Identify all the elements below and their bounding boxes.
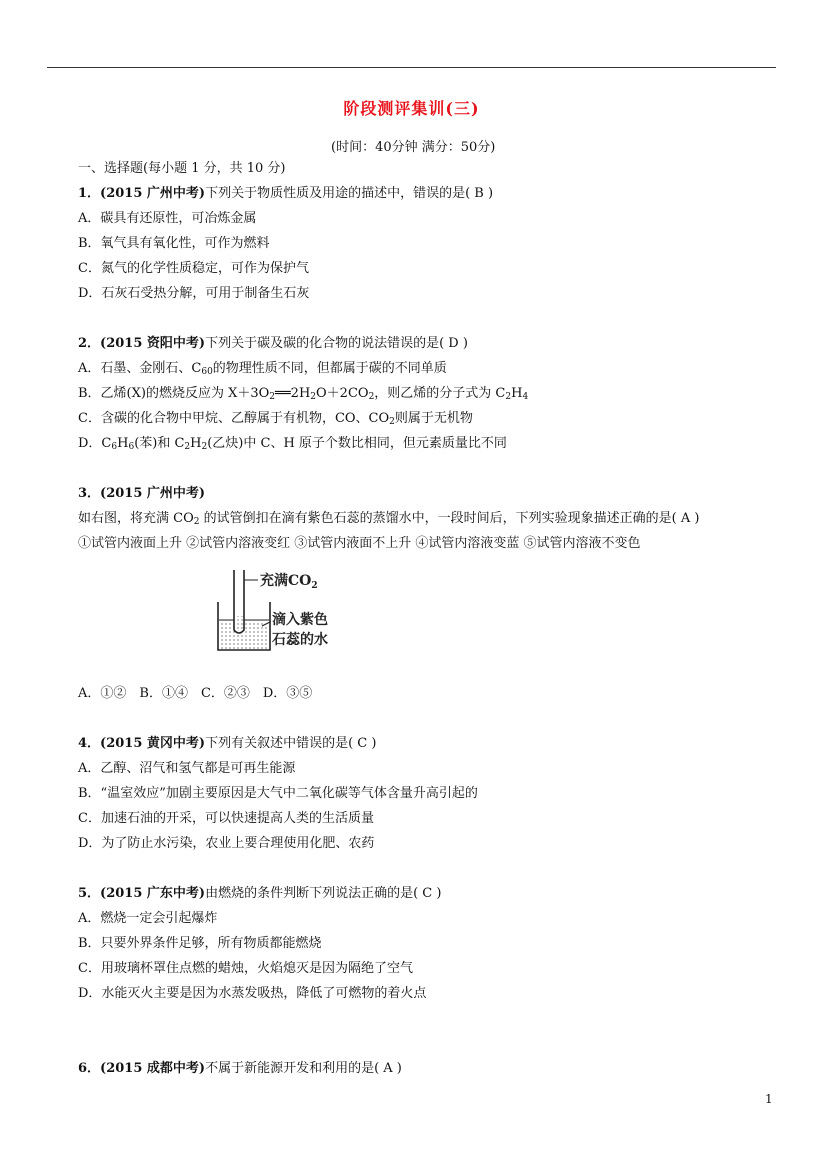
figure-label-bottom-1: 滴入紫色 [272,612,328,628]
question-3-number: 3． [78,486,101,501]
time-score-info: (时间：40分钟 满分：50分) [331,140,496,155]
question-1-text: 下列关于物质性质及用途的描述中，错误的是( B ) [205,186,494,201]
question-1-option-a: A．碳具有还原性，可冶炼金属 [78,211,257,226]
question-2-option-a: A．石墨、金刚石、$C_{60}$的物理性质不同，但都属于碳的不同单质 [78,361,447,377]
question-3-stem [78,485,205,503]
question-2-text: 下列关于碳及碳的化合物的说法错误的是( D ) [205,336,468,351]
question-5-source: (2015 广东中考) [100,886,206,901]
test-tube-figure [212,566,342,654]
question-2-option-d: D．$C_6H_6$(苯)和 $C_2H_2$(乙炔)中 C、H 原子个数比相同，但元素质量比不同 [78,436,507,452]
question-4-text: 下列有关叙述中错误的是( C ) [205,736,377,751]
question-4-option-a: A．乙醇、沼气和氢气都是可再生能源 [78,761,296,776]
question-6-text: 不属于新能源开发和利用的是( A ) [205,1061,402,1076]
page-title: 阶段测评集训(三) [343,99,480,118]
question-1-number: 1． [78,186,101,201]
question-3-source: (2015 广州中考) [100,486,206,501]
header-rule [47,67,776,68]
question-5-stem [78,885,441,903]
figure-label-top-sub: 2 [311,581,318,591]
question-1-option-c: C．氮气的化学性质稳定，可作为保护气 [78,261,309,276]
section-heading: 一、选择题(每小题 1 分，共 10 分) [78,161,286,176]
question-3-text: 如右图，将充满 $CO_2$ 的试管倒扣在滴有紫色石蕊的蒸馏水中，一段时间后，下列实验现象描述正确的是( A ) [78,511,700,527]
question-1-option-b: B．氧气具有氧化性，可作为燃料 [78,236,270,251]
question-3-phenomena: ①试管内液面上升 ②试管内溶液变红 ③试管内液面不上升 ④试管内溶液变蓝 ⑤试管内溶液不变色 [78,536,641,551]
question-2-source: (2015 资阳中考) [100,336,206,351]
page-number: 1 [765,1092,773,1106]
question-2-stem [78,335,468,353]
question-6-source: (2015 成都中考) [100,1061,206,1076]
figure-label-bottom-2: 石蕊的水 [272,632,328,648]
question-5-option-d: D．水能灭火主要是因为水蒸发吸热，降低了可燃物的着火点 [78,986,427,1001]
figure-label-top: 充满CO [260,573,312,589]
question-4-option-b: B．“温室效应”加剧主要原因是大气中二氧化碳等气体含量升高引起的 [78,786,478,801]
question-2-option-c: C．含碳的化合物中甲烷、乙醇属于有机物，CO、$CO_2$则属于无机物 [78,411,473,427]
question-2-number: 2． [78,336,101,351]
question-5-option-a: A．燃烧一定会引起爆炸 [78,911,218,926]
question-5-option-b: B．只要外界条件足够，所有物质都能燃烧 [78,936,322,951]
question-4-source: (2015 黄冈中考) [100,736,206,751]
question-4-stem [78,735,376,753]
question-3-options: A．①② B．①④ C．②③ D．③⑤ [78,686,313,701]
question-5-text: 由燃烧的条件判断下列说法正确的是( C ) [205,886,442,901]
question-5-number: 5． [78,886,101,901]
question-6-number: 6． [78,1061,101,1076]
question-2-option-b: B．乙烯(X)的燃烧反应为 $X+3O_2══2H_2O+2CO_2$，则乙烯的分子式为 $C_2H_4$ [78,386,529,402]
question-1-source: (2015 广州中考) [100,186,206,201]
question-4-option-c: C．加速石油的开采，可以快速提高人类的生活质量 [78,811,374,826]
question-4-number: 4． [78,736,101,751]
question-5-option-c: C．用玻璃杯罩住点燃的蜡烛，火焰熄灭是因为隔绝了空气 [78,961,413,976]
question-1-stem [78,185,493,203]
svg-text:充满CO2 [260,572,318,591]
question-1-option-d: D．石灰石受热分解，可用于制备生石灰 [78,286,310,301]
question-6-stem [78,1060,402,1078]
question-4-option-d: D．为了防止水污染，农业上要合理使用化肥、农药 [78,836,375,851]
